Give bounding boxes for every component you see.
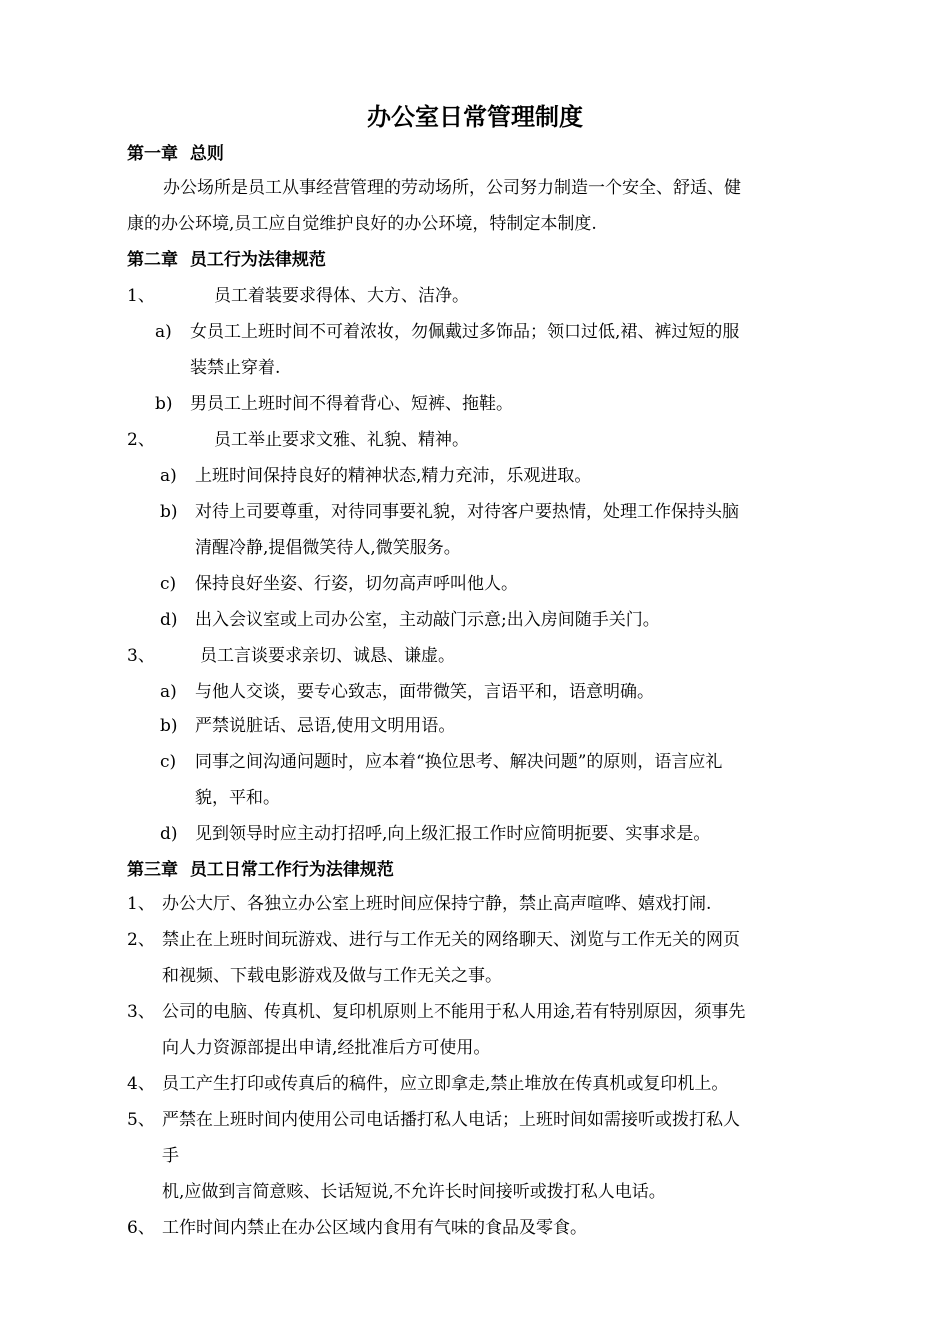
section-2-a-line-1: 上班时间保持良好的精神状态,精力充沛，乐观进取。	[195, 466, 592, 486]
chapter-1-heading: 第一章 总则	[127, 144, 224, 164]
section-3-b-line-1: 严禁说脏话、忌语,使用文明用语。	[195, 716, 456, 736]
document-title: 办公室日常管理制度	[367, 103, 583, 131]
rule-2-line-1: 禁止在上班时间玩游戏、进行与工作无关的网络聊天、浏览与工作无关的网页	[162, 930, 740, 950]
section-2-text: 员工举止要求文雅、礼貌、精神。	[214, 430, 469, 450]
rule-5-line-3: 机,应做到言简意赅、长话短说,不允许长时间接听或拨打私人电话。	[162, 1182, 666, 1202]
section-3-a-line-1: 与他人交谈，要专心致志，面带微笑，言语平和，语意明确。	[195, 682, 654, 702]
rule-3-number: 3、	[127, 1002, 155, 1022]
section-3-c-marker: c)	[160, 752, 177, 772]
rule-3-line-2: 向人力资源部提出申请,经批准后方可使用。	[162, 1038, 491, 1058]
rule-4-line-1: 员工产生打印或传真后的稿件，应立即拿走,禁止堆放在传真机或复印机上。	[162, 1074, 729, 1094]
rule-5-number: 5、	[127, 1110, 155, 1130]
section-1-b-line-1: 男员工上班时间不得着背心、短裤、拖鞋。	[190, 394, 513, 414]
section-3-d-marker: d)	[160, 824, 178, 844]
rule-5-line-2: 手	[162, 1146, 179, 1166]
rule-5-line-1: 严禁在上班时间内使用公司电话播打私人电话；上班时间如需接听或拨打私人	[162, 1110, 740, 1130]
chapter-1-paragraph-line-1: 办公场所是员工从事经营管理的劳动场所，公司努力制造一个安全、舒适、健	[163, 178, 741, 198]
section-1-b-marker: b)	[155, 394, 173, 414]
section-2-b-marker: b)	[160, 502, 178, 522]
section-2-number: 2、	[127, 430, 155, 450]
section-3-d-line-1: 见到领导时应主动打招呼,向上级汇报工作时应简明扼要、实事求是。	[195, 824, 711, 844]
section-2-c-line-1: 保持良好坐姿、行姿，切勿高声呼叫他人。	[195, 574, 518, 594]
rule-2-line-2: 和视频、下载电影游戏及做与工作无关之事。	[162, 966, 502, 986]
section-2-c-marker: c)	[160, 574, 177, 594]
section-1-number: 1、	[127, 286, 155, 306]
rule-2-number: 2、	[127, 930, 155, 950]
rule-6-number: 6、	[127, 1218, 155, 1238]
rule-1-number: 1、	[127, 894, 155, 914]
section-1-a-line-1: 女员工上班时间不可着浓妆，勿佩戴过多饰品；领口过低,裙、裤过短的服	[190, 322, 740, 342]
rule-4-number: 4、	[127, 1074, 155, 1094]
rule-3-line-1: 公司的电脑、传真机、复印机原则上不能用于私人用途,若有特别原因，须事先	[162, 1002, 746, 1022]
section-2-d-marker: d)	[160, 610, 178, 630]
section-2-b-line-2: 清醒冷静,提倡微笑待人,微笑服务。	[195, 538, 461, 558]
rule-6-line-1: 工作时间内禁止在办公区域内食用有气味的食品及零食。	[162, 1218, 587, 1238]
section-2-b-line-1: 对待上司要尊重，对待同事要礼貌，对待客户要热情，处理工作保持头脑	[195, 502, 739, 522]
section-3-c-line-2: 貌，平和。	[195, 788, 280, 808]
section-2-d-line-1: 出入会议室或上司办公室，主动敲门示意;出入房间随手关门。	[195, 610, 660, 630]
chapter-1-paragraph-line-2: 康的办公环境,员工应自觉维护良好的办公环境，特制定本制度.	[127, 214, 597, 234]
section-2-a-marker: a)	[160, 466, 177, 486]
section-3-b-marker: b)	[160, 716, 178, 736]
section-3-number: 3、	[127, 646, 155, 666]
section-3-c-line-1: 同事之间沟通问题时，应本着“换位思考、解决问题”的原则，语言应礼	[195, 752, 723, 772]
rule-1-line-1: 办公大厅、各独立办公室上班时间应保持宁静，禁止高声喧哗、嬉戏打闹.	[162, 894, 712, 914]
chapter-3-heading: 第三章 员工日常工作行为法律规范	[127, 860, 394, 880]
section-1-a-line-2: 装禁止穿着.	[190, 358, 281, 378]
chapter-2-heading: 第二章 员工行为法律规范	[127, 250, 326, 270]
section-3-text: 员工言谈要求亲切、诚恳、谦虚。	[200, 646, 455, 666]
section-3-a-marker: a)	[160, 682, 177, 702]
section-1-text: 员工着装要求得体、大方、洁净。	[214, 286, 469, 306]
section-1-a-marker: a)	[155, 322, 172, 342]
